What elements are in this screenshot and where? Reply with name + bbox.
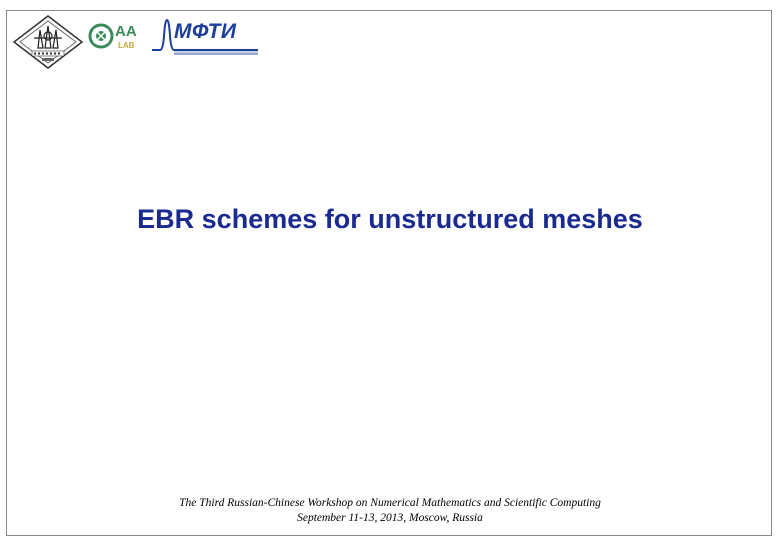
emblem-logo [12, 14, 84, 70]
lab-logo-text: LAB [118, 41, 135, 50]
footer [0, 496, 780, 526]
aa-lab-logo [88, 20, 144, 52]
footer-line-1: The Third Russian-Chinese Workshop on Numerical Mathematics and Scientific Computing [179, 497, 601, 509]
aa-logo-text: AA [115, 23, 137, 40]
mipt-logo [150, 16, 262, 56]
footer-line-2: September 11-13, 2013, Moscow, Russia [297, 512, 483, 524]
mipt-logo-text: МФТИ [174, 20, 237, 43]
slide-title: EBR schemes for unstructured meshes [137, 204, 643, 234]
slide-frame [6, 10, 772, 536]
